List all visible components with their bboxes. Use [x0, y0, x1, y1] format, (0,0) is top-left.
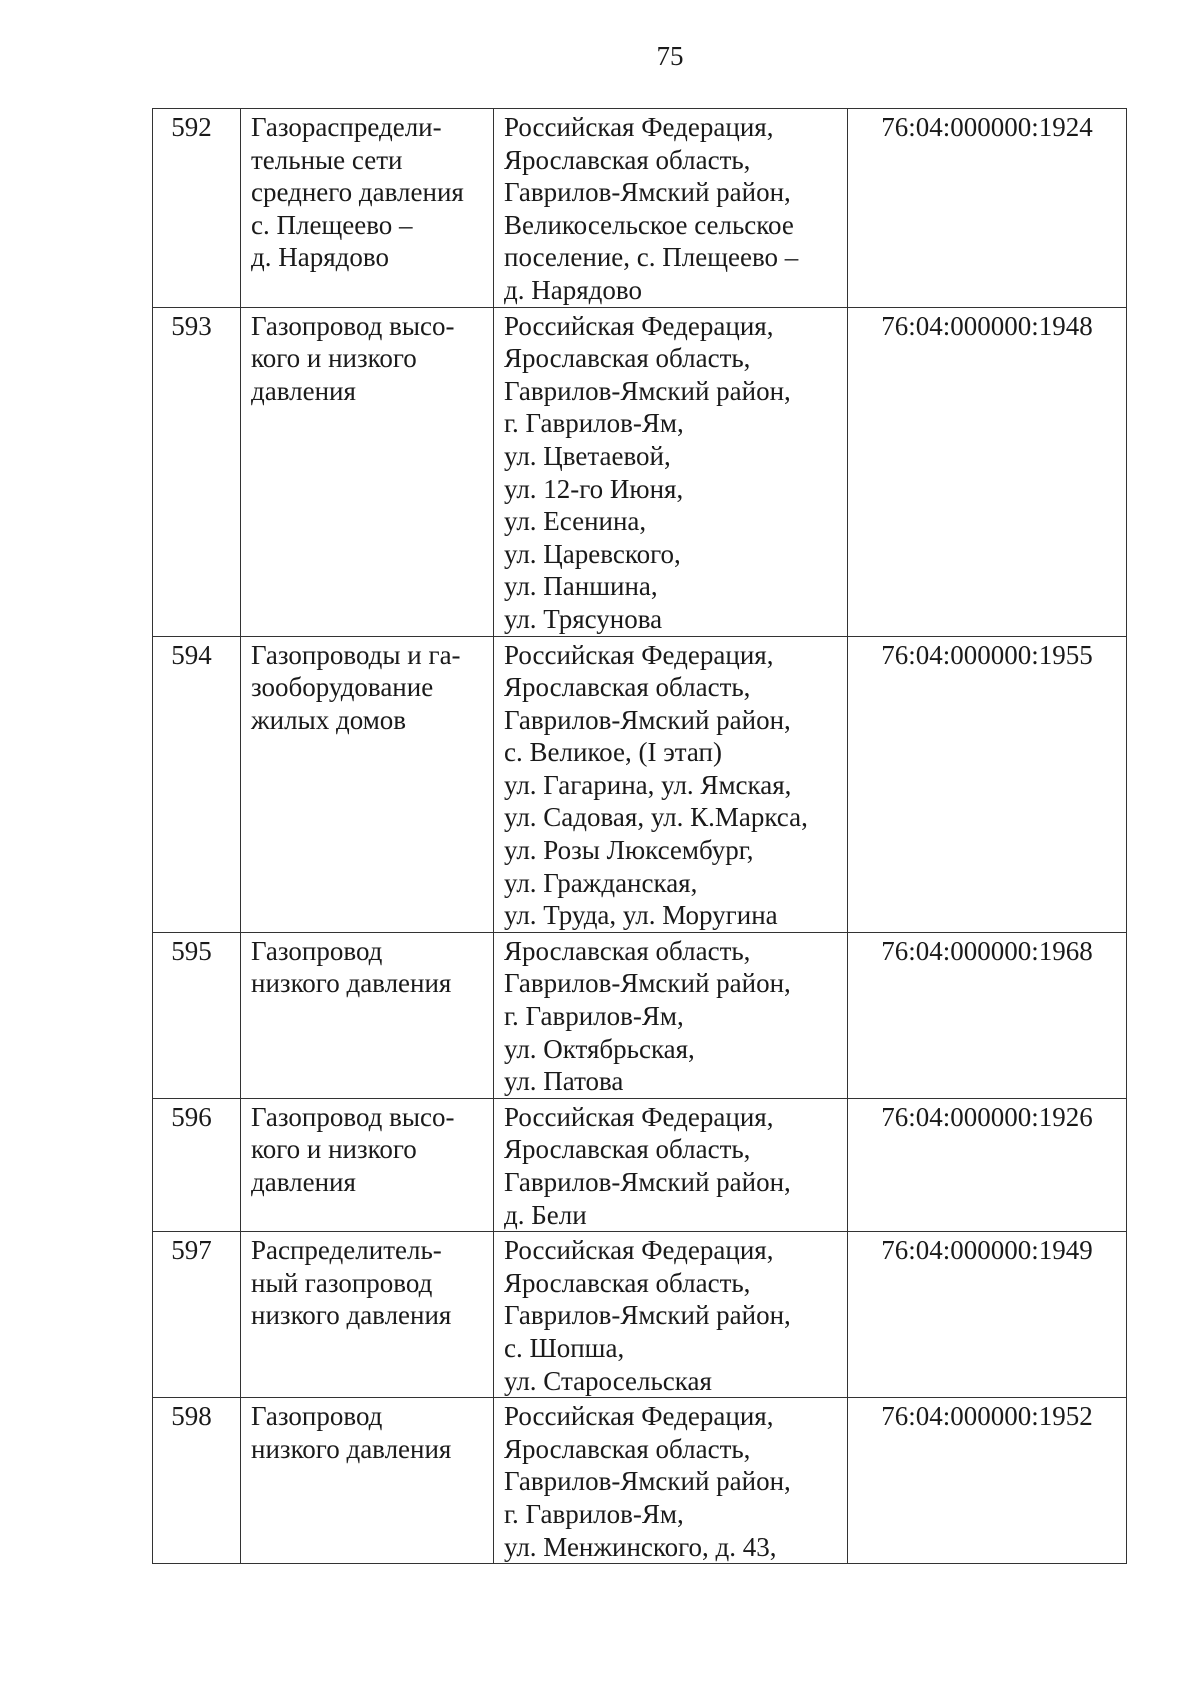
address-line: д. Бели: [504, 1199, 587, 1230]
row-number-cell: 592: [153, 109, 241, 308]
address-line: Ярославская область,: [504, 144, 751, 175]
address-line: Ярославская область,: [504, 935, 751, 966]
address-line: ул. Октябрьская,: [504, 1033, 695, 1064]
address-line: Российская Федерация,: [504, 112, 774, 142]
address-line: ул. Садовая, ул. К.Маркса,: [504, 802, 808, 833]
object-name-line: д. Нарядово: [251, 242, 389, 273]
object-name-line: ный газопровод: [251, 1267, 433, 1298]
address-line: Ярославская область,: [504, 1267, 751, 1298]
object-name-line: Распределитель-: [251, 1235, 442, 1266]
table-row: [153, 1098, 1127, 1231]
address-line: Гаврилов-Ямский район,: [504, 375, 791, 406]
address-line: Российская Федерация,: [504, 1401, 774, 1432]
cadastral-number-cell: 76:04:000000:1949: [848, 1232, 1127, 1398]
object-name-cell: [241, 1098, 494, 1231]
address-line: ул. Гагарина, ул. Ямская,: [504, 769, 792, 800]
address-line: г. Гаврилов-Ям,: [504, 1001, 684, 1032]
row-number-cell: 595: [153, 932, 241, 1098]
address-line: поселение, с. Плещеево –: [504, 242, 799, 273]
address-cell: [494, 932, 848, 1098]
table-row: [153, 109, 1127, 308]
object-name-line: зооборудование: [251, 672, 434, 703]
object-name-line: Газопровод: [251, 1401, 383, 1432]
object-name-line: Газопровод высо-: [251, 310, 455, 341]
object-name-line: Газопровод высо-: [251, 1101, 455, 1132]
address-line: Ярославская область,: [504, 1433, 751, 1464]
objects-table-body: [153, 109, 1127, 1564]
address-line: с. Великое, (I этап): [504, 737, 722, 768]
object-name-cell: [241, 1398, 494, 1564]
address-line: ул. Менжинского, д. 43,: [504, 1531, 777, 1562]
address-cell: [494, 307, 848, 636]
object-name-line: низкого давления: [251, 968, 452, 999]
address-line: ул. Труда, ул. Моругина: [504, 900, 778, 931]
object-name-line: кого и низкого: [251, 343, 417, 374]
address-line: г. Гаврилов-Ям,: [504, 408, 684, 439]
object-name-line: тельные сети: [251, 144, 403, 175]
object-name-line: давления: [251, 1167, 356, 1197]
address-line: Гаврилов-Ямский район,: [504, 1300, 791, 1331]
table-row: [153, 307, 1127, 636]
address-line: Российская Федерация,: [504, 639, 774, 670]
address-line: ул. Трясунова: [504, 603, 663, 634]
table-row: [153, 1398, 1127, 1564]
object-name-cell: [241, 636, 494, 932]
row-number-cell: 596: [153, 1098, 241, 1231]
address-line: Гаврилов-Ямский район,: [504, 1167, 791, 1197]
object-name-line: Газораспредели-: [251, 112, 442, 142]
object-name-line: низкого давления: [251, 1433, 452, 1464]
address-line: ул. Паншина,: [504, 571, 658, 602]
object-name-line: кого и низкого: [251, 1134, 417, 1165]
page-number: 75: [656, 41, 684, 71]
cadastral-number-cell: 76:04:000000:1952: [848, 1398, 1127, 1564]
address-line: Российская Федерация,: [504, 310, 774, 341]
address-line: ул. Старосельская: [504, 1365, 712, 1396]
object-name-line: с. Плещеево –: [251, 209, 413, 240]
object-name-cell: [241, 307, 494, 636]
object-name-line: низкого давления: [251, 1300, 452, 1331]
object-name-line: среднего давления: [251, 177, 464, 208]
address-cell: [494, 1398, 848, 1564]
object-name-cell: [241, 932, 494, 1098]
address-line: Великосельское сельское: [504, 209, 794, 240]
row-number-cell: 593: [153, 307, 241, 636]
cadastral-number-cell: 76:04:000000:1948: [848, 307, 1127, 636]
objects-table: [152, 108, 1127, 1564]
address-line: ул. Цветаевой,: [504, 440, 671, 471]
address-line: ул. Гражданская,: [504, 867, 698, 898]
address-line: ул. Патова: [504, 1066, 624, 1097]
table-row: [153, 1232, 1127, 1398]
address-line: с. Шопша,: [504, 1332, 625, 1363]
address-line: Гаврилов-Ямский район,: [504, 968, 791, 999]
address-line: ул. 12-го Июня,: [504, 473, 684, 504]
object-name-line: жилых домов: [251, 704, 407, 735]
address-line: Гаврилов-Ямский район,: [504, 1466, 791, 1497]
cadastral-number-cell: 76:04:000000:1924: [848, 109, 1127, 308]
cadastral-number-cell: 76:04:000000:1955: [848, 636, 1127, 932]
object-name-line: Газопроводы и га-: [251, 639, 461, 670]
address-cell: [494, 1232, 848, 1398]
row-number-cell: 594: [153, 636, 241, 932]
object-name-line: давления: [251, 375, 356, 406]
object-name-line: Газопровод: [251, 935, 383, 966]
address-line: Ярославская область,: [504, 1134, 751, 1165]
address-cell: [494, 636, 848, 932]
address-line: д. Нарядово: [504, 274, 642, 305]
address-cell: [494, 1098, 848, 1231]
address-line: ул. Розы Люксембург,: [504, 835, 754, 866]
address-line: ул. Есенина,: [504, 506, 647, 537]
address-cell: [494, 109, 848, 308]
row-number-cell: 597: [153, 1232, 241, 1398]
cadastral-number-cell: 76:04:000000:1926: [848, 1098, 1127, 1231]
address-line: Гаврилов-Ямский район,: [504, 177, 791, 208]
row-number-cell: 598: [153, 1398, 241, 1564]
table-row: [153, 932, 1127, 1098]
address-line: Ярославская область,: [504, 672, 751, 703]
address-line: г. Гаврилов-Ям,: [504, 1498, 684, 1529]
address-line: Ярославская область,: [504, 343, 751, 374]
table-row: [153, 636, 1127, 932]
address-line: Российская Федерация,: [504, 1235, 774, 1266]
address-line: ул. Царевского,: [504, 538, 681, 569]
object-name-cell: [241, 1232, 494, 1398]
address-line: Гаврилов-Ямский район,: [504, 704, 791, 735]
cadastral-number-cell: 76:04:000000:1968: [848, 932, 1127, 1098]
object-name-cell: [241, 109, 494, 308]
address-line: Российская Федерация,: [504, 1101, 774, 1132]
